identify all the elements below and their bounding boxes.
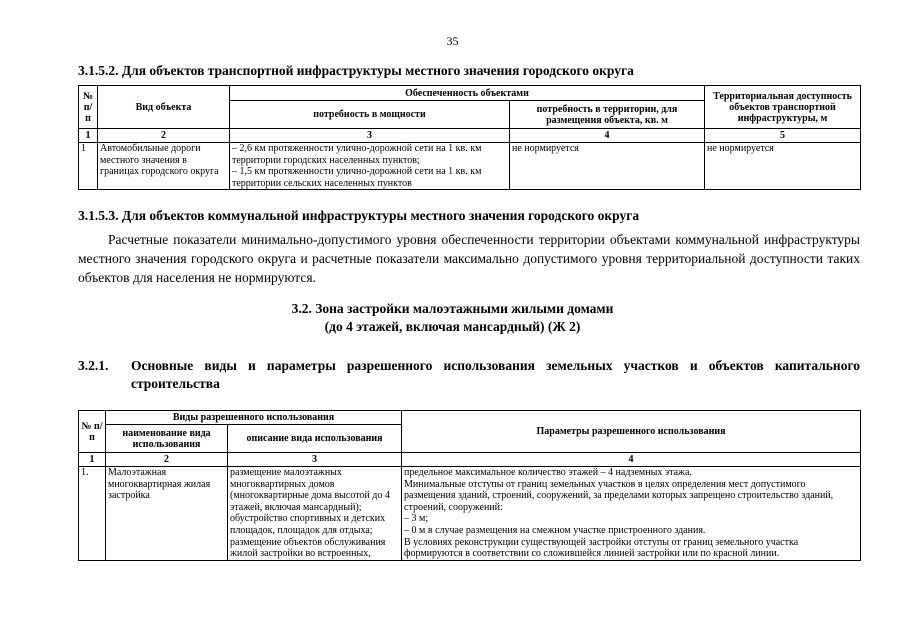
zone-title-line-2: (до 4 этажей, включая мансардный) (Ж 2)	[324, 319, 581, 334]
section-3153-heading: 3.1.5.3. Для объектов коммунальной инфраструктуры местного значения городского округа	[78, 208, 640, 223]
transport-infrastructure-table	[78, 85, 861, 190]
column-number: 2	[106, 453, 228, 467]
column-number: 2	[98, 129, 230, 143]
row-territory: не нормируется	[510, 143, 705, 190]
header-use-name: наименование вида использования	[106, 425, 228, 453]
table-row	[79, 143, 861, 190]
header-capacity: потребность в мощности	[230, 101, 510, 129]
permitted-use-table	[78, 410, 861, 561]
row-parameters	[402, 467, 861, 561]
column-number: 1	[79, 129, 98, 143]
row-use-description: размещение малоэтажных многоквартирных домов (многоквартирные дома высотой до 4 этажей, включая мансардный); обустройство спортивных и детских площадок, площадок для отдыха; размещение объектов обслуживания жилой застройки во встроенных,	[228, 467, 402, 561]
column-number: 5	[705, 129, 861, 143]
row-num: 1.	[79, 467, 106, 561]
section-321-number: 3.2.1.	[78, 358, 109, 373]
row-access: не нормируется	[705, 143, 861, 190]
row-object-type: Автомобильные дороги местного значения в границах городского округа	[98, 143, 230, 190]
header-territory: потребность в территории, для размещения объекта, кв. м	[510, 101, 705, 129]
parameter-item: – 0 м в случае размещения на смежном участке пристроенного здания.	[404, 524, 706, 536]
column-number: 3	[228, 453, 402, 467]
header-num: № п/п	[79, 86, 98, 129]
row-num: 1	[79, 143, 98, 190]
column-numbers-row	[79, 453, 861, 467]
section-321-title: Основные виды и параметры разрешенного использования земельных участков и объектов капитального строительства	[131, 358, 860, 391]
column-numbers-row	[79, 129, 861, 143]
parameter-item: В условиях реконструкции существующей застройки отступы от границ земельного участка формируются в соответствии со сложившейся линией застройки или по красной линии.	[404, 536, 799, 560]
capacity-item: – 2,6 км протяженности улично-дорожной сети на 1 кв. км территории городских населенных пунктов;	[232, 143, 482, 166]
section-321-heading	[78, 357, 860, 393]
table-row	[79, 467, 861, 561]
parameter-item: Минимальные отступы от границ земельных участков в целях определения мест допустимого размещения зданий, строений, сооружений, за пределами которых запрещено строительство зданий, строений, сооружений:	[404, 478, 834, 513]
column-number: 1	[79, 453, 106, 467]
column-number: 4	[510, 129, 705, 143]
header-object-type: Вид объекта	[98, 86, 230, 129]
column-number: 3	[230, 129, 510, 143]
header-num: № п/п	[79, 411, 106, 453]
capacity-item: – 1,5 км протяженности улично-дорожной сети на 1 кв. км территории сельских населенных пунктов	[232, 166, 482, 189]
header-provision: Обеспеченность объектами	[230, 86, 705, 101]
parameter-item: – 3 м;	[404, 513, 429, 525]
row-use-name: Малоэтажная многоквартирная жилая застройка	[106, 467, 228, 561]
section-3153-paragraph: Расчетные показатели минимально-допустимого уровня обеспеченности территории объектами коммунальной инфраструктуры местного значения городского округа и расчетные показатели максимально допустимого уровня территориальной доступности таких объектов для населения не нормируются.	[78, 232, 860, 285]
page-number: 35	[446, 34, 459, 48]
column-number: 4	[402, 453, 861, 467]
header-use-description: описание вида использования	[228, 425, 402, 453]
section-3152-heading: 3.1.5.2. Для объектов транспортной инфраструктуры местного значения городского округа	[78, 63, 634, 78]
row-capacity	[230, 143, 510, 190]
header-kinds-of-use: Виды разрешенного использования	[106, 411, 402, 425]
zone-title-line-1: 3.2. Зона застройки малоэтажными жилыми домами	[291, 301, 614, 316]
parameter-item: предельное максимальное количество этажей – 4 надземных этажа.	[404, 467, 692, 478]
header-access: Территориальная доступность объектов транспортной инфраструктуры, м	[705, 86, 861, 129]
header-parameters: Параметры разрешенного использования	[402, 411, 861, 453]
